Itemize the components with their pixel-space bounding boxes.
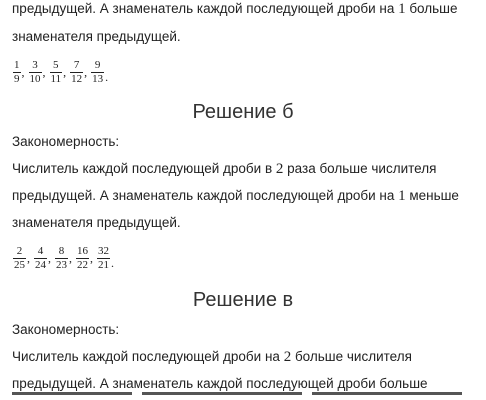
fraction: $\frac{2}{25}$ (14, 245, 25, 271)
fraction-sequence-b: $\frac{2}{25}$ , $\frac{4}{24}$ , $\frac{8}{23}$ , $\frac{16}{22}$ , $\frac{32}{21}$ . (14, 245, 114, 271)
solution-a-text-line: знаменателя предыдущей. (12, 29, 181, 44)
pattern-label: Закономерность: (12, 134, 120, 149)
fraction: $\frac{1}{9}$ (14, 59, 20, 85)
solution-b-text-line: Числитель каждой последующей дроби в 2 раза больше числителя (12, 161, 437, 177)
pattern-label: Закономерность: (12, 322, 120, 337)
solution-a-text-line: предыдущей. А знаменатель каждой последующей дроби на 1 больше (12, 1, 458, 17)
fraction: $\frac{9}{13}$ (92, 59, 104, 85)
fraction: $\frac{32}{21}$ (98, 245, 109, 271)
solution-b-text-line: предыдущей. А знаменатель каждой последующей дроби на 1 меньше (12, 188, 459, 204)
solution-b-text-line: знаменателя предыдущей. (12, 215, 181, 230)
fraction: $\frac{7}{12}$ (71, 59, 83, 85)
section-title-c: Решение в (192, 289, 294, 311)
fraction: $\frac{5}{11}$ (50, 59, 62, 85)
solution-c-text-line: предыдущей. А знаменатель каждой последующей дроби больше (12, 376, 428, 391)
fraction: $\frac{3}{10}$ (29, 59, 41, 85)
fraction-sequence-a: $\frac{1}{9}$ , $\frac{3}{10}$ , $\frac{5}{11}$ , $\frac{7}{12}$ , $\frac{9}{13}$ . (14, 59, 109, 85)
solution-c-text-line: Числитель каждой последующей дроби на 2 больше числителя (12, 349, 412, 365)
section-title-b: Решение б (192, 101, 294, 123)
fraction: $\frac{8}{23}$ (56, 245, 67, 271)
fraction: $\frac{16}{22}$ (77, 245, 88, 271)
fraction: $\frac{4}{24}$ (35, 245, 46, 271)
cut-off-text-line (12, 392, 482, 400)
